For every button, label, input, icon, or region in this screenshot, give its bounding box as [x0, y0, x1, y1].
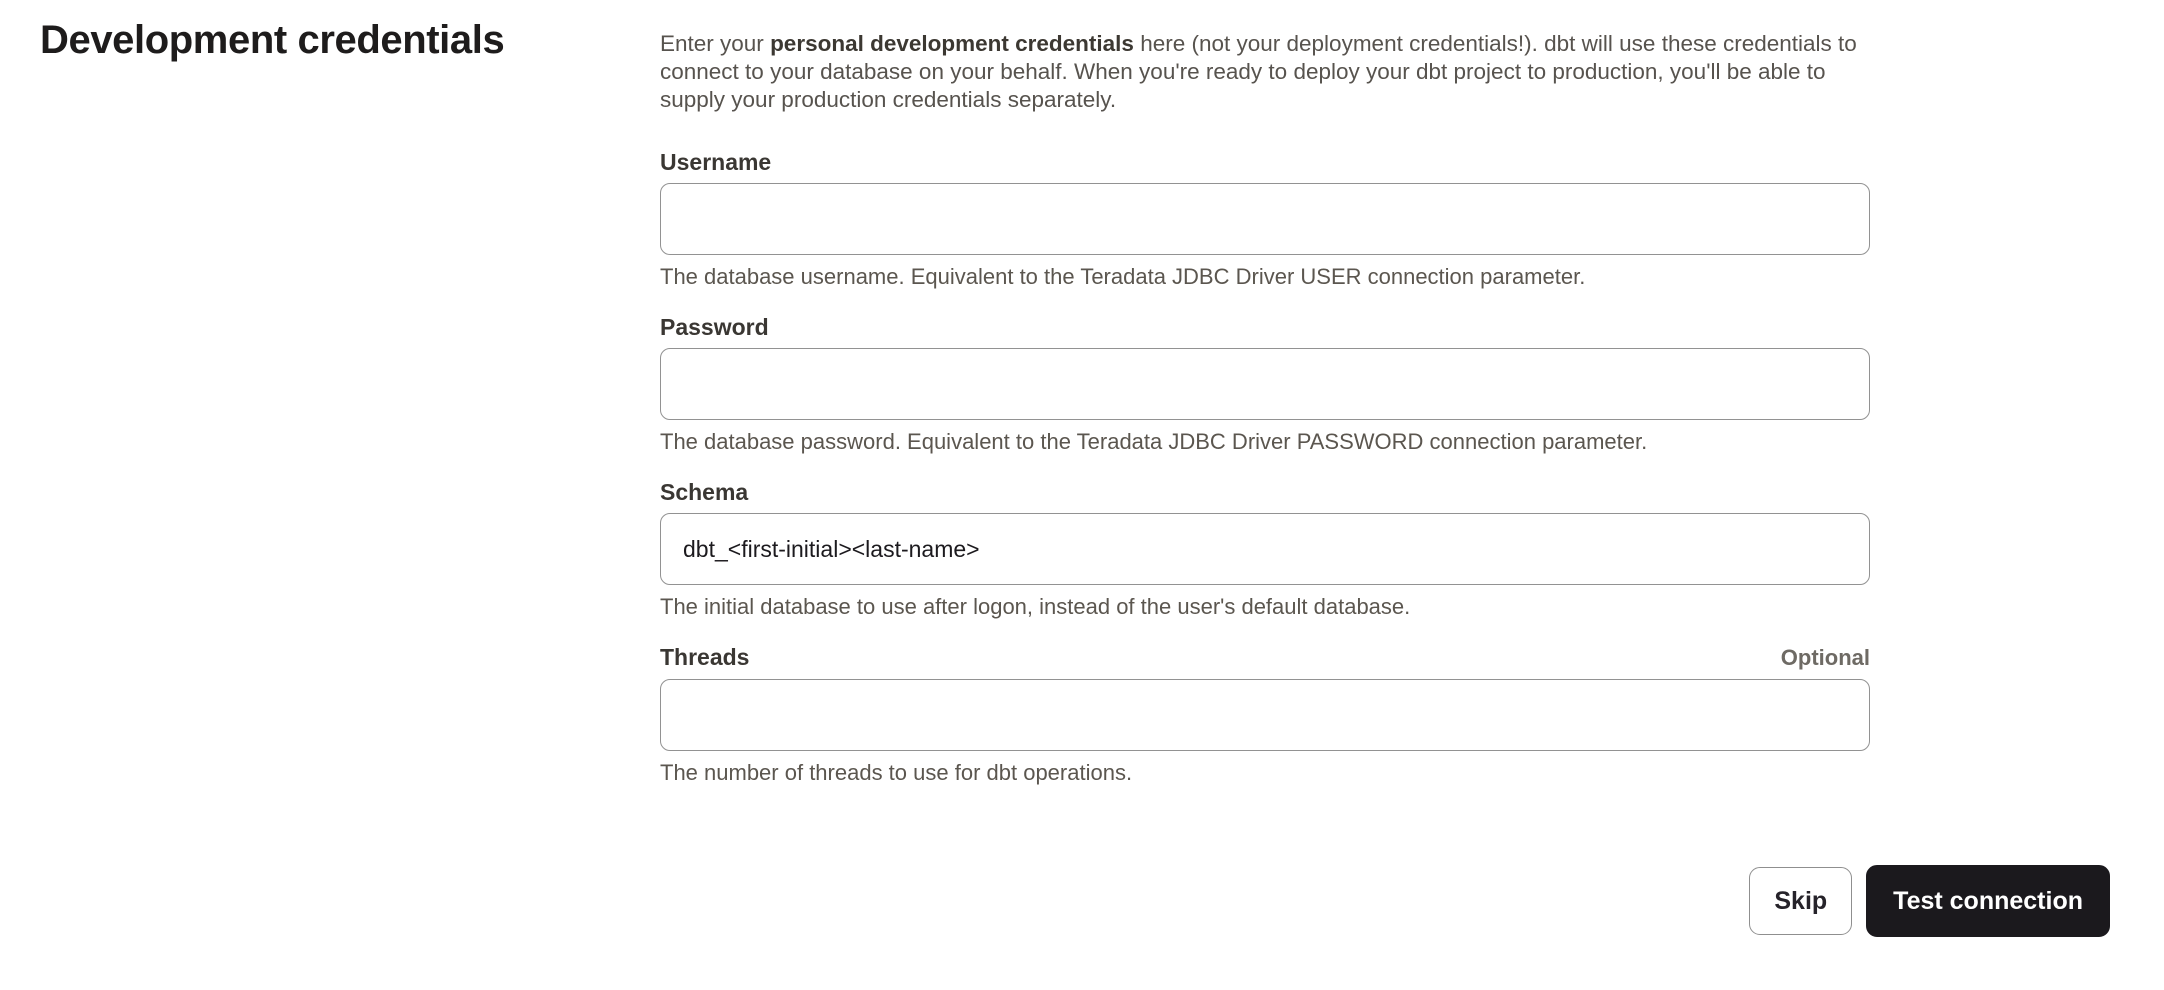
- password-help-text: The database password. Equivalent to the Teradata JDBC Driver PASSWORD connection parameter.: [660, 429, 1648, 454]
- description-prefix: Enter your: [660, 31, 771, 56]
- test-connection-button[interactable]: Test connection: [1866, 865, 2110, 937]
- username-label-row: [660, 148, 1870, 176]
- password-field-group: [660, 313, 1870, 455]
- threads-label-row: [660, 643, 1870, 672]
- credentials-form: [660, 30, 1870, 786]
- schema-field-group: [660, 478, 1870, 620]
- threads-help-text: The number of threads to use for dbt operations.: [660, 760, 1133, 785]
- threads-label: Threads: [660, 644, 750, 670]
- schema-label-row: [660, 478, 1870, 506]
- password-label: Password: [660, 314, 769, 340]
- schema-input[interactable]: [660, 513, 1870, 585]
- footer-actions: [1749, 865, 2110, 937]
- threads-optional-badge: Optional: [1780, 645, 1870, 670]
- description-emphasis: personal development credentials: [770, 31, 1134, 56]
- threads-field-group: [660, 643, 1870, 786]
- username-label: Username: [660, 149, 772, 175]
- schema-label: Schema: [660, 479, 749, 505]
- skip-button[interactable]: Skip: [1749, 867, 1852, 935]
- threads-input[interactable]: [660, 679, 1870, 751]
- form-description: [660, 30, 1870, 114]
- username-help-text: The database username. Equivalent to the Teradata JDBC Driver USER connection parameter.: [660, 264, 1586, 289]
- password-label-row: [660, 313, 1870, 341]
- description-suffix: here (not your deployment credentials!). dbt will use these credentials to connect to your database on your behalf. When you're ready to deploy your dbt project to production, you'll be able to supply your production credentials separately.: [660, 31, 1857, 112]
- username-field-group: [660, 148, 1870, 290]
- username-input[interactable]: [660, 183, 1870, 255]
- schema-help-text: The initial database to use after logon, instead of the user's default database.: [660, 594, 1411, 619]
- page-title: Development credentials: [40, 18, 505, 62]
- password-input[interactable]: [660, 348, 1870, 420]
